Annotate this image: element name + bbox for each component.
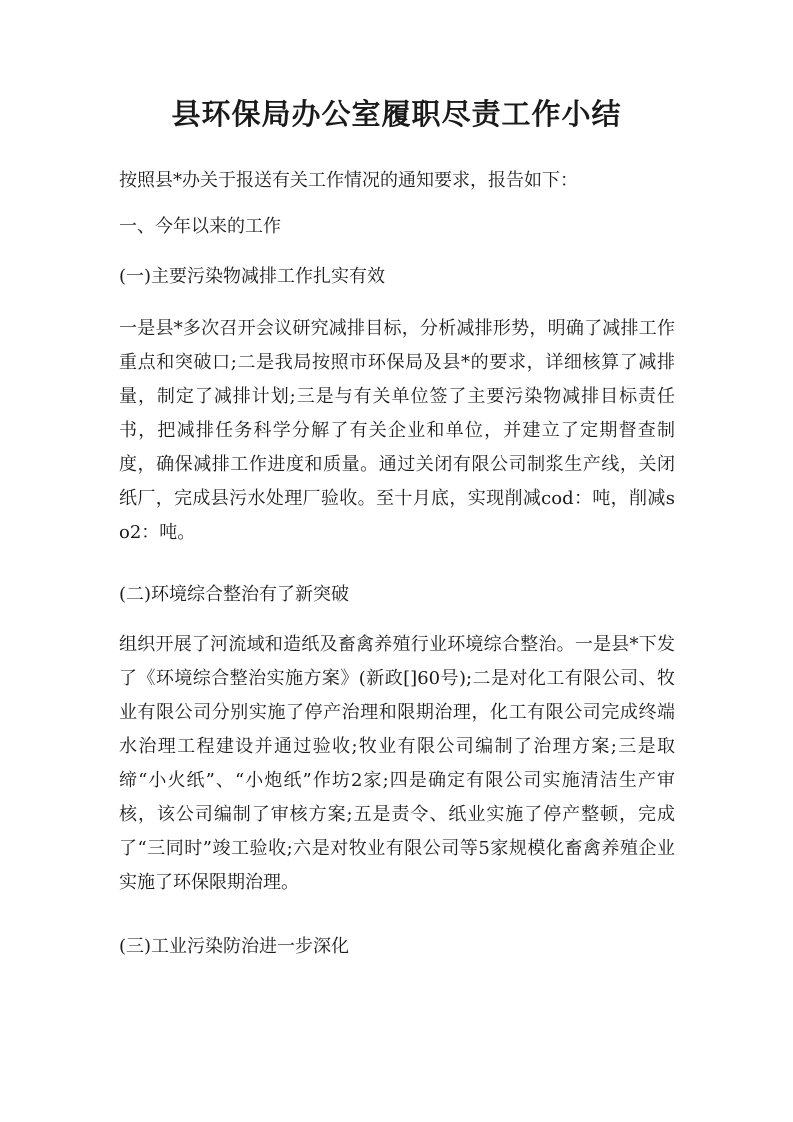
- subsection-heading-2: (二)环境综合整治有了新突破: [119, 584, 350, 605]
- subsection-paragraph-2: 组织开展了河流域和造纸及畜禽养殖行业环境综合整治。一是县*下发了《环境综合整治实施方案》(新政[]60号);二是对化工有限公司、牧业有限公司分别实施了停产治理和限期治理，化工有限公司完成终端水治理工程建设并通过验收;牧业有限公司编制了治理方案;三是取缔“小火纸”、“小炮纸”作坊2家;四是确定有限公司实施清洁生产审核，该公司编制了审核方案;五是责令、纸业实施了停产整顿，完成了“三同时”竣工验收;六是对牧业有限公司等5家规模化畜禽养殖企业实施了环保限期治理。: [119, 634, 675, 893]
- subsection-paragraph-1: 一是县*多次召开会议研究减排目标，分析减排形势，明确了减排工作重点和突破口;二是我局按照市环保局及县*的要求，详细核算了减排量，制定了减排计划;三是与有关单位签了主要污染物减排目标责任书，把减排任务科学分解了有关企业和单位，并建立了定期督查制度，确保减排工作进度和质量。通过关闭有限公司制浆生产线，关闭纸厂，完成县污水处理厂验收。至十月底，实现削减cod：吨，削减so2：吨。: [119, 318, 675, 543]
- intro-paragraph: 按照县*办关于报送有关工作情况的通知要求，报告如下：: [119, 170, 578, 191]
- section-heading-1: 一、今年以来的工作: [119, 216, 281, 237]
- subsection-heading-3: (三)工业污染防治进一步深化: [119, 936, 350, 957]
- subsection-heading-1: (一)主要污染物减排工作扎实有效: [119, 266, 386, 287]
- document-title: 县环保局办公室履职尽责工作小结: [171, 97, 622, 131]
